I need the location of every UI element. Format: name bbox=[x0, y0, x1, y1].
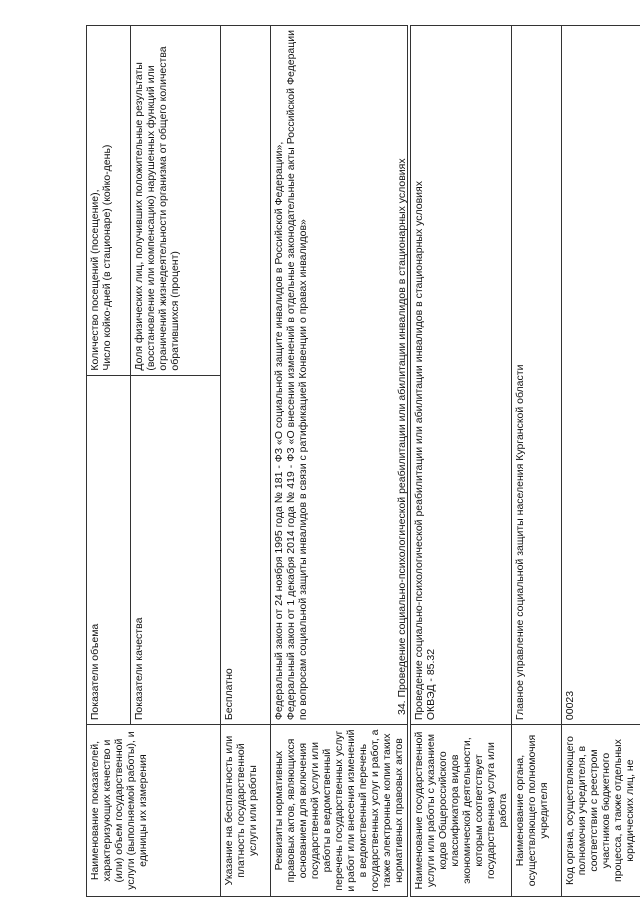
service-name-text: Проведение социально-психологической реабилитации или абилитации инвалидов в стационарных условиях bbox=[413, 181, 425, 721]
section-34-title-text: 34. Проведение социально-психологической реабилитации или абилитации инвалидов в стационарных условиях bbox=[396, 158, 408, 715]
payment-value: Бесплатно bbox=[221, 26, 271, 725]
section-34-title bbox=[396, 25, 408, 715]
table-row bbox=[411, 26, 512, 897]
service-table-34 bbox=[410, 25, 640, 897]
legal-acts-value bbox=[271, 26, 408, 725]
table-row bbox=[512, 26, 562, 897]
quality-header: Показатели качества bbox=[131, 375, 221, 725]
okved-code: ОКВЭД - 85.32 bbox=[425, 648, 437, 721]
authority-code-label: Код органа, осуществляющего полномочия учредителя, в соответствии с реестром участников бюджетного процесса, а также отдельных юридических лиц, не bbox=[562, 725, 640, 897]
legal-act-1: Федеральный закон от 24 ноября 1995 года № 181 - ФЗ «О социальной защите инвалидов в Российской Федерации», bbox=[273, 141, 285, 721]
service-name-value bbox=[411, 26, 512, 725]
legal-act-2: Федеральный закон от 1 декабря 2014 года № 419 - ФЗ «О внесении изменений в отдельные законодательные акты Российской Федерации по вопросам социальной защиты инвалидов в связи с ратификацией Конвенции о правах инвалидов» bbox=[285, 30, 309, 721]
legal-acts-label: Реквизиты нормативных правовых актов, являющихся основанием для включения государственной услуги или работы в ведомственный перечень государственных услуг и работ или внесения изменений в ведомственный перечень государственных услуг и работ, а также электронные копии таких нормативных правовых актов bbox=[271, 725, 408, 897]
authority-label: Наименование органа, осуществляющего полномочия учредителя bbox=[512, 725, 562, 897]
volume-header: Показатели объема bbox=[87, 375, 131, 725]
table-row bbox=[562, 26, 640, 897]
table-row bbox=[221, 26, 271, 897]
authority-value: Главное управление социальной защиты населения Курганской области bbox=[512, 26, 562, 725]
service-table-33 bbox=[86, 25, 408, 897]
quality-values: Доля физических лиц, получивших положительные результаты (восстановление или компенсацию) нарушенных функций или ограничений жизнедеятельности организма от общего количества обратившихся (процент) bbox=[131, 26, 221, 376]
authority-code-value: 00023 bbox=[562, 26, 640, 725]
table-row bbox=[87, 26, 131, 897]
payment-label: Указание на бесплатность или платность государственной услуги или работы bbox=[221, 725, 271, 897]
table-row bbox=[271, 26, 408, 897]
service-name-label: Наименование государственной услуги или работы с указанием кодов Общероссийского классификатора видов экономической деятельности, которым соответствует государственная услуга или работа bbox=[411, 725, 512, 897]
indicators-label: Наименование показателей, характеризующих качество и (или) объем государственной услуги (выполняемой работы), и единицы их измерения bbox=[87, 725, 221, 897]
volume-values: Количество посещений (посещение), Число койко-дней (в стационаре) (койко-день) bbox=[87, 26, 131, 376]
